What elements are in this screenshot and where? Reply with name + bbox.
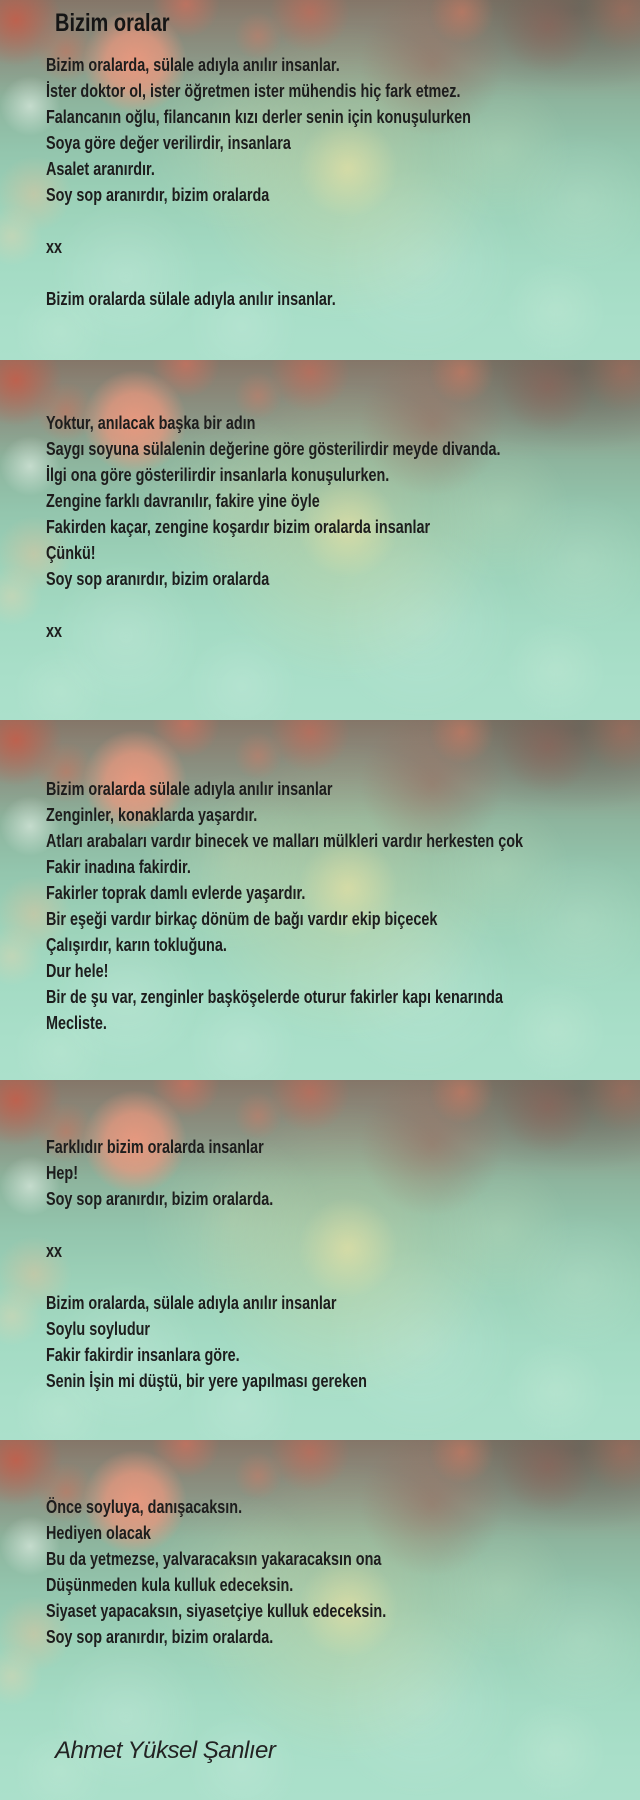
stanza-separator: xx (46, 621, 63, 641)
poem-line: Bir de şu var, zenginler başköşelerde oturur fakirler kapı kenarında (46, 987, 503, 1007)
poem-line: Saygı soyuna sülalenin değerine göre gösterilirdir meyde divanda. (46, 439, 501, 459)
poem-line: Bu da yetmezse, yalvaracaksın yakaracaksın ona (46, 1549, 382, 1569)
poem-line: İster doktor ol, ister öğretmen ister mühendis hiç fark etmez. (46, 81, 461, 101)
stanza-1 (46, 52, 638, 312)
poem-title: Bizim oralar (55, 9, 170, 37)
stanza-4 (46, 1134, 638, 1394)
poem-line: Atları arabaları vardır binecek ve malları mülkleri vardır herkesten çok (46, 831, 524, 851)
stanza-2 (46, 410, 638, 644)
blank-line (46, 1212, 638, 1238)
poem-line: Fakir inadına fakirdir. (46, 857, 191, 877)
poem-line: Zengine farklı davranılır, fakire yine öyle (46, 491, 320, 511)
stanza-5 (46, 1494, 638, 1650)
poem-line: Bizim oralarda sülale adıyla anılır insanlar. (46, 289, 336, 309)
blank-line (46, 208, 638, 234)
blank-line (46, 592, 638, 618)
stanza-separator: xx (46, 1241, 63, 1261)
poem-line: Asalet aranırdır. (46, 159, 155, 179)
poem-line: Soy sop aranırdır, bizim oralarda. (46, 1189, 274, 1209)
poem-line: Soya göre değer verilirdir, insanlara (46, 133, 291, 153)
poem-line: Bizim oralarda, sülale adıyla anılır insanlar (46, 1293, 337, 1313)
poem-line: Fakirler toprak damlı evlerde yaşardır. (46, 883, 306, 903)
poem-line: Dur hele! (46, 961, 109, 981)
poem-line: Mecliste. (46, 1013, 107, 1033)
blank-line (46, 260, 638, 286)
poem-line: Çünkü! (46, 543, 96, 563)
poem-line: Falancanın oğlu, filancanın kızı derler senin için konuşulurken (46, 107, 471, 127)
stanza-separator: xx (46, 237, 63, 257)
poem-line: Yoktur, anılacak başka bir adın (46, 413, 256, 433)
poem-line: İlgi ona göre gösterilirdir insanlarla konuşulurken. (46, 465, 390, 485)
poem-line: Soy sop aranırdır, bizim oralarda. (46, 1627, 274, 1647)
poem-line: Farklıdır bizim oralarda insanlar (46, 1137, 264, 1157)
poem-line: Çalışırdır, karın tokluğuna. (46, 935, 227, 955)
poem-line: Hediyen olacak (46, 1523, 151, 1543)
stanza-3 (46, 776, 638, 1036)
poem-line: Hep! (46, 1163, 78, 1183)
poem-line: Soy sop aranırdır, bizim oralarda (46, 185, 270, 205)
poem-line: Soy sop aranırdır, bizim oralarda (46, 569, 270, 589)
poem-line: Zenginler, konaklarda yaşardır. (46, 805, 258, 825)
poem-line: Senin İşin mi düştü, bir yere yapılması gereken (46, 1371, 367, 1391)
poem-line: Bizim oralarda, sülale adıyla anılır insanlar. (46, 55, 340, 75)
poem-line: Fakirden kaçar, zengine koşardır bizim oralarda insanlar (46, 517, 431, 537)
poem-line: Bir eşeği vardır birkaç dönüm de bağı vardır ekip biçecek (46, 909, 438, 929)
poem-line: Düşünmeden kula kulluk edeceksin. (46, 1575, 294, 1595)
blank-line (46, 1264, 638, 1290)
poem-line: Fakir fakirdir insanlara göre. (46, 1345, 240, 1365)
poem-line: Bizim oralarda sülale adıyla anılır insanlar (46, 779, 333, 799)
author-signature: Ahmet Yüksel Şanlıer (55, 1737, 276, 1764)
poem-line: Önce soyluya, danışacaksın. (46, 1497, 243, 1517)
poem-line: Siyaset yapacaksın, siyasetçiye kulluk edeceksin. (46, 1601, 387, 1621)
poem-line: Soylu soyludur (46, 1319, 151, 1339)
